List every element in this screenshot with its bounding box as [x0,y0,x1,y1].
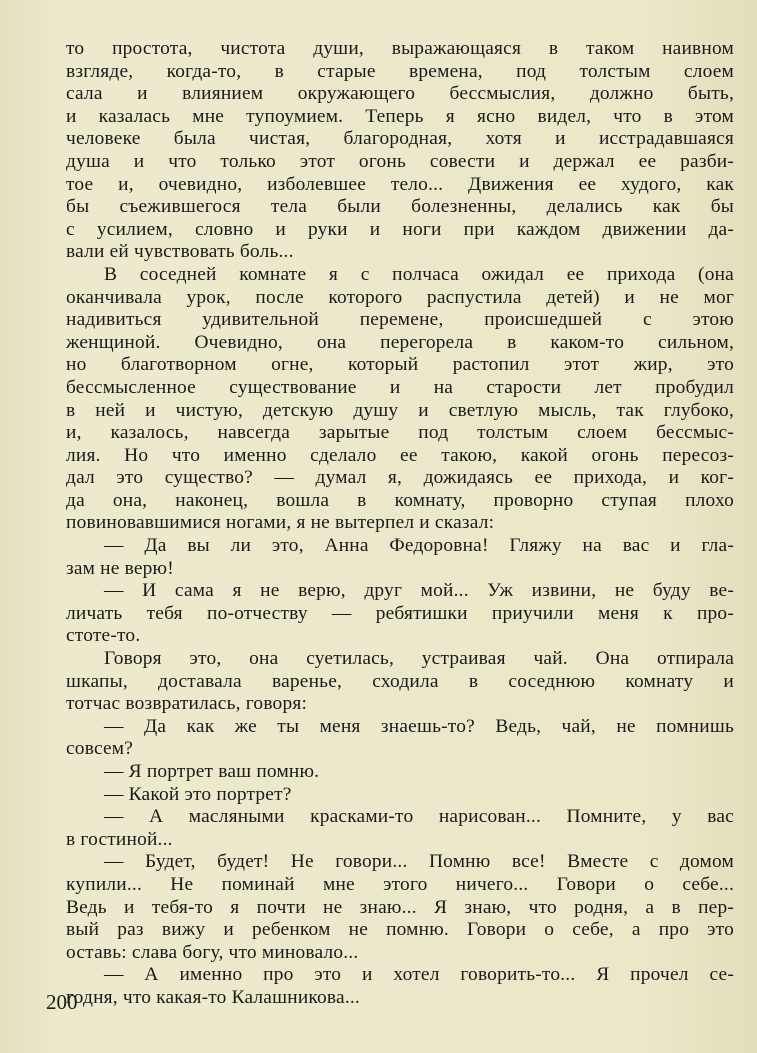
text-line: вали ей чувствовать боль... [66,241,294,263]
text-line: оканчивала урок, после которого распустила детей) и не мог [66,286,734,308]
text-line: сала и влиянием окружающего бессмыслия, должно быть, [66,83,734,105]
text-line: Говоря это, она суетилась, устраивая чай. Она отпирала [104,648,734,670]
page-number: 200 [46,990,78,1014]
text-line: лия. Но что именно сделало ее такою, какой огонь пересоз- [66,444,734,466]
text-line: тотчас возвратилась, говоря: [66,693,308,715]
text-line: — А масляными красками-то нарисован... Помните, у вас [104,806,734,828]
text-line: шкапы, доставала варенье, сходила в соседнюю комнату и [66,670,734,692]
page-body-text [66,38,734,1010]
text-line: В соседней комнате я с полчаса ожидал ее прихода (она [104,263,734,285]
text-line: женщиной. Очевидно, она перегорела в каком-то сильном, [66,331,734,353]
text-line: — Да как же ты меня знаешь-то? Ведь, чай, не помнишь [104,715,734,737]
text-line: повиновавшимися ногами, я не вытерпел и сказал: [66,512,495,534]
text-line: но благотворном огне, который растопил этот жир, это [66,354,734,376]
text-line: человеке была чистая, благородная, хотя и исстрадавшаяся [66,128,734,150]
text-line: взгляде, когда-то, в старые времена, под толстым слоем [66,60,734,82]
text-line: зам не верю! [66,557,174,579]
text-line: душа и что только этот огонь совести и держал ее разби- [66,150,734,172]
text-line: стоте-то. [66,625,141,647]
text-line: годня, что какая-то Калашникова... [66,986,360,1008]
text-line: и казалась мне тупоумием. Теперь я ясно видел, что в этом [66,105,734,127]
text-line: оставь: слава богу, что миновало... [66,941,359,963]
text-line: Ведь и тебя-то я почти не знаю... Я знаю, что родня, а в пер- [66,896,734,918]
text-line: совсем? [66,738,134,760]
text-line: — Да вы ли это, Анна Федоровна! Гляжу на вас и гла- [104,535,734,557]
text-line: купили... Не поминай мне этого ничего... Говори о себе... [66,873,734,895]
text-line: с усилием, словно и руки и ноги при каждом движении да- [66,218,734,240]
text-line: надивиться удивительной перемене, происшедшей с этою [66,309,734,331]
text-line: да она, наконец, вошла в комнату, проворно ступая плохо [66,489,734,511]
text-line: вый раз вижу и ребенком не помню. Говори о себе, а про это [66,919,734,941]
text-line: — Будет, будет! Не говори... Помню все! Вместе с домом [104,851,734,873]
text-line: — А именно про это и хотел говорить-то... Я прочел се- [104,964,734,986]
text-line: в ней и чистую, детскую душу и светлую мысль, так глубоко, [66,399,734,421]
text-line: — Я портрет ваш помню. [104,761,320,782]
text-line: то простота, чистота души, выражающаяся в таком наивном [66,38,734,59]
text-line: личать тебя по-отчеству — ребятишки приучили меня к про- [66,602,734,624]
text-line: — Какой это портрет? [104,783,292,805]
text-line: и, казалось, навсегда зарытые под толстым слоем бессмыс- [66,422,734,444]
text-line: — И сама я не верю, друг мой... Уж извини, не буду ве- [104,580,734,602]
text-line: дал это существо? — думал я, дожидаясь ее прихода, и ког- [66,467,734,489]
text-line: бы съежившегося тела были болезненны, делались как бы [66,196,734,218]
text-line: бессмысленное существование и на старости лет пробудил [66,376,734,398]
text-line: тое и, очевидно, изболевшее тело... Движения ее худого, как [66,173,734,195]
text-line: в гостиной... [66,828,173,850]
